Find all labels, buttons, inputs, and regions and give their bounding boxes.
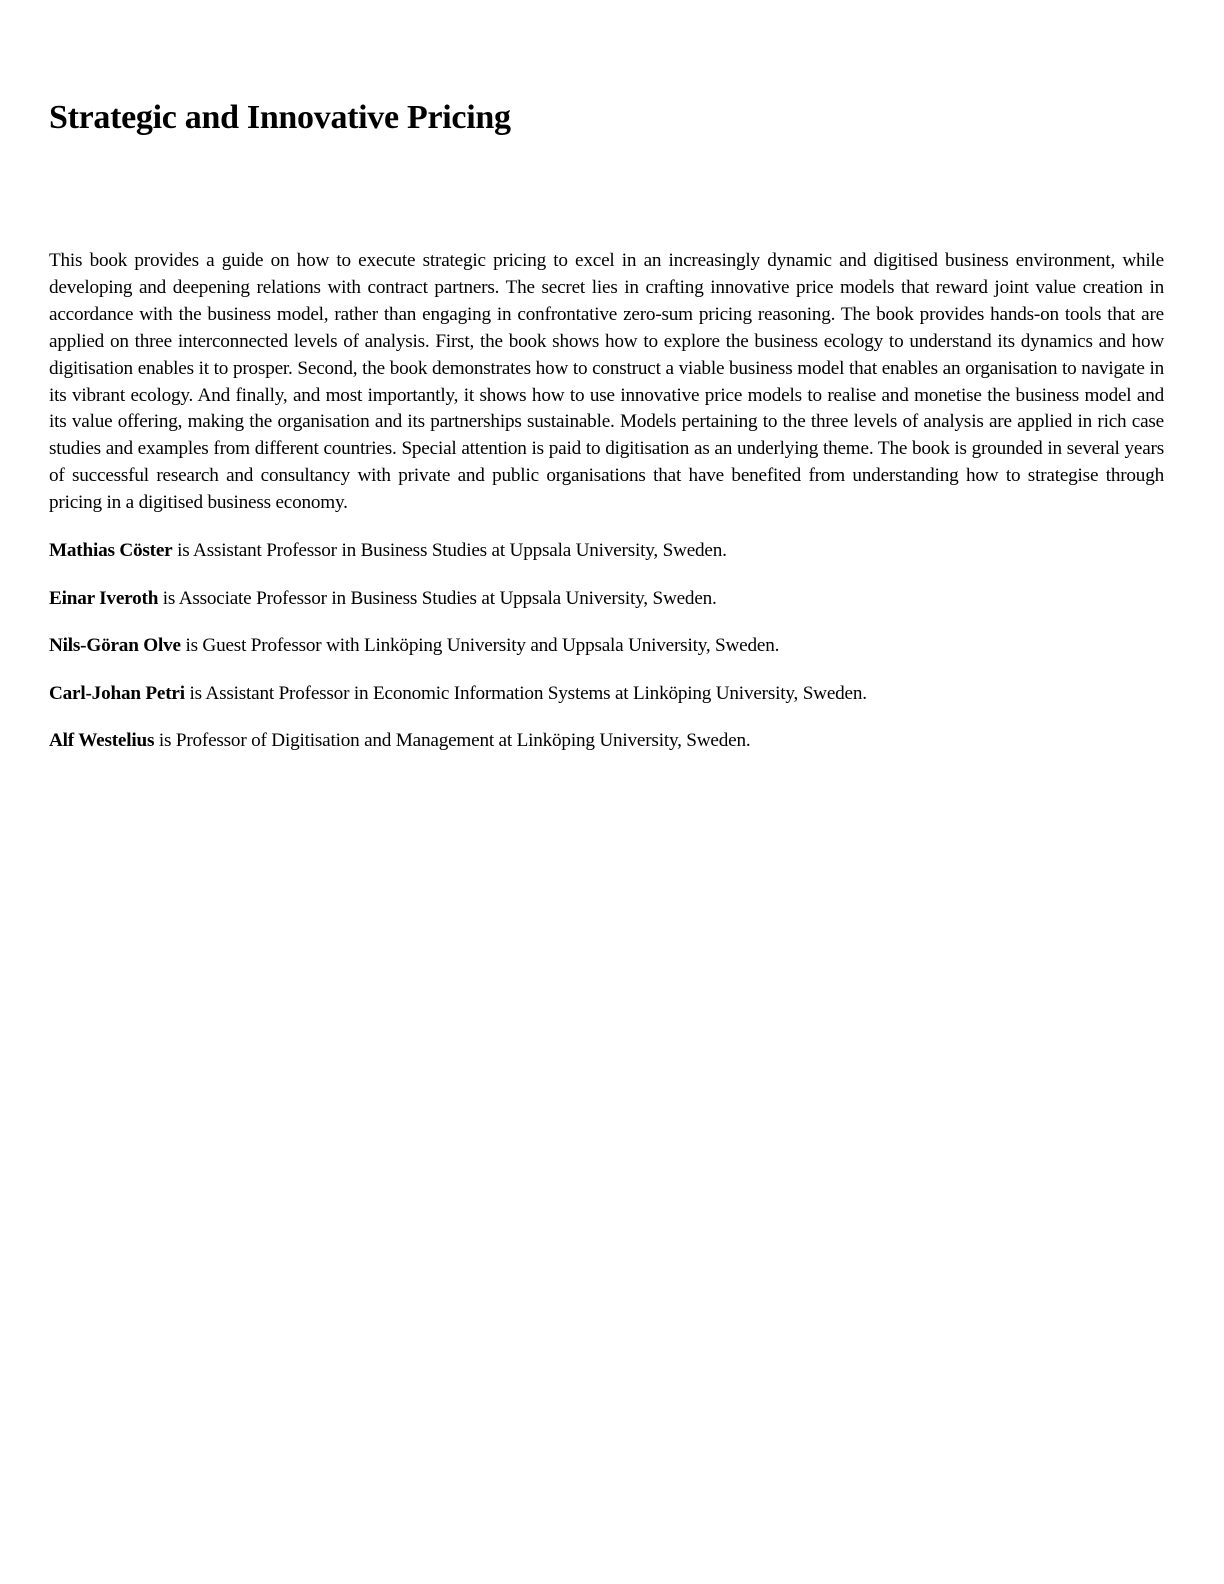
book-title: Strategic and Innovative Pricing: [49, 99, 511, 136]
author-bio: [49, 537, 1164, 565]
book-description: This book provides a guide on how to execute strategic pricing to excel in an increasingly dynamic and digitised business environment, while developing and deepening relations with contract partners. The secret lies in crafting innovative price models that reward joint value creation in accordance with the business model, rather than engaging in confrontative zero-sum pricing reasoning. The book provides hands-on tools that are applied on three interconnected levels of analysis. First, the book shows how to explore the business ecology to understand its dynamics and how digitisation enables it to prosper. Second, the book demonstrates how to construct a viable business model that enables an organisation to navigate in its vibrant ecology. And finally, and most importantly, it shows how to use innovative price models to realise and monetise the business model and its value offering, making the organisation and its partnerships sustainable. Models pertaining to the three levels of analysis are applied in rich case studies and examples from different countries. Special attention is paid to digitisation as an underlying theme. The book is grounded in several years of successful research and consultancy with private and public organisations that have benefited from understanding how to strategise through pricing in a digitised business economy.: [49, 250, 1164, 514]
author-bio: [49, 727, 1164, 755]
author-name: Carl-Johan Petri: [49, 682, 185, 704]
author-description: is Associate Professor in Business Studies at Uppsala University, Sweden.: [158, 587, 717, 609]
author-bio: [49, 680, 1164, 708]
author-description: is Assistant Professor in Economic Information Systems at Linköping University, Sweden.: [184, 682, 867, 704]
author-description: is Professor of Digitisation and Management at Linköping University, Sweden.: [154, 730, 751, 752]
author-bio: [49, 632, 1164, 660]
author-bio: [49, 585, 1164, 613]
author-name: Einar Iveroth: [49, 587, 159, 609]
author-name: Nils-Göran Olve: [49, 635, 181, 657]
author-name: Alf Westelius: [49, 730, 155, 752]
author-description: is Guest Professor with Linköping University and Uppsala University, Sweden.: [180, 635, 780, 657]
content: [49, 248, 1164, 755]
author-name: Mathias Cöster: [49, 540, 173, 562]
author-description: is Assistant Professor in Business Studies at Uppsala University, Sweden.: [172, 540, 727, 562]
